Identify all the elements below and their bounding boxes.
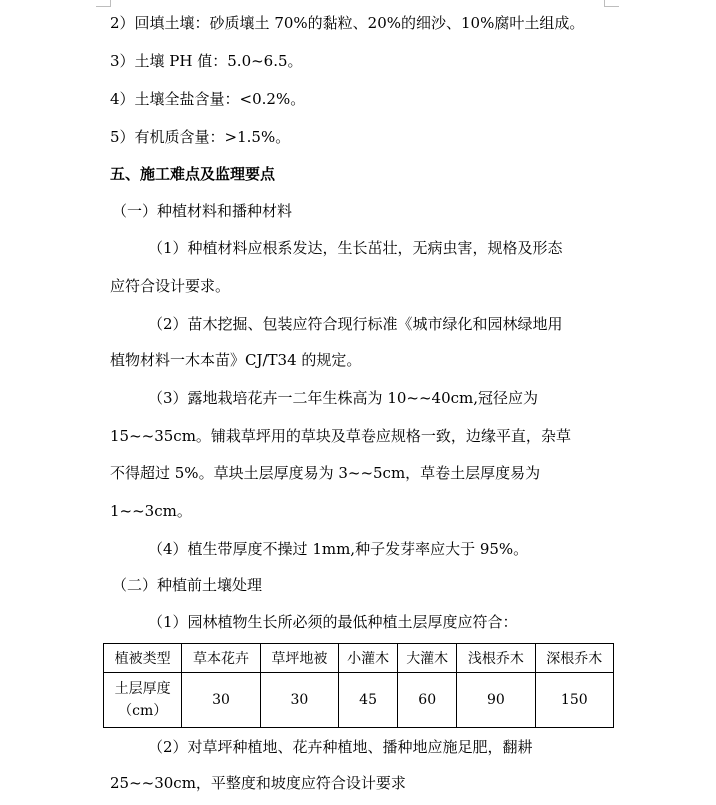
text-line: 4）土壤全盐含量：<0.2%。 [110,90,306,108]
paragraph-line: 15~~35cm。铺栽草坪用的草块及草卷应规格一致，边缘平直，杂草 [110,427,571,445]
table-cell: 30 [182,673,260,728]
subsection-heading: （一）种植材料和播种材料 [112,202,293,220]
subsection-heading: （二）种植前土壤处理 [112,576,263,594]
paragraph-line: 25~~30cm，平整度和坡度应符合设计要求 [110,774,406,792]
table-header-cell: 草本花卉 [182,644,260,673]
text-line: 2）回填土壤：砂质壤土 70%的黏粒、20%的细沙、10%腐叶土组成。 [110,14,585,32]
paragraph-line: （2）对草坪种植地、花卉种植地、播种地应施足肥，翻耕 [148,738,533,756]
section-heading: 五、施工难点及监理要点 [110,165,276,183]
table-header-cell: 深根乔木 [535,644,613,673]
paragraph-line: 不得超过 5%。草块土层厚度易为 3~~5cm，草卷土层厚度易为 [110,464,541,482]
text-line: 5）有机质含量：>1.5%。 [110,128,291,146]
table-header-cell: 浅根乔木 [457,644,535,673]
page-corner-mark [604,0,619,7]
paragraph-line: （2）苗木挖掘、包装应符合现行标准《城市绿化和园林绿地用 [148,315,563,333]
row-label-unit: （cm） [118,703,168,719]
paragraph-line: 应符合设计要求。 [110,277,231,295]
table-cell: 45 [339,673,398,728]
table-header-cell: 小灌木 [339,644,398,673]
table-header-cell: 大灌木 [398,644,457,673]
table-header-cell: 植被类型 [104,644,182,673]
paragraph-line: 1~~3cm。 [110,502,192,520]
paragraph-line: （1）园林植物生长所必须的最低种植土层厚度应符合： [148,613,518,631]
paragraph-line: （4）植生带厚度不操过 1mm,种子发芽率应大于 95%。 [148,540,529,558]
text-line: 3）土壤 PH 值：5.0~6.5。 [110,52,303,70]
table-row-label [104,673,182,728]
paragraph-line: （1）种植材料应根系发达，生长茁壮，无病虫害，规格及形态 [148,239,563,257]
page-corner-mark [96,0,111,7]
row-label-line: 土层厚度 [114,681,171,697]
soil-thickness-table [103,643,614,728]
table-header-cell: 草坪地被 [260,644,338,673]
table-cell: 150 [535,673,613,728]
paragraph-line: （3）露地栽培花卉一二年生株高为 10~~40cm,冠径应为 [148,389,539,407]
paragraph-line: 植物材料一木本苗》CJ/T34 的规定。 [110,351,362,369]
table-cell: 90 [457,673,535,728]
table-cell: 30 [260,673,338,728]
table-cell: 60 [398,673,457,728]
